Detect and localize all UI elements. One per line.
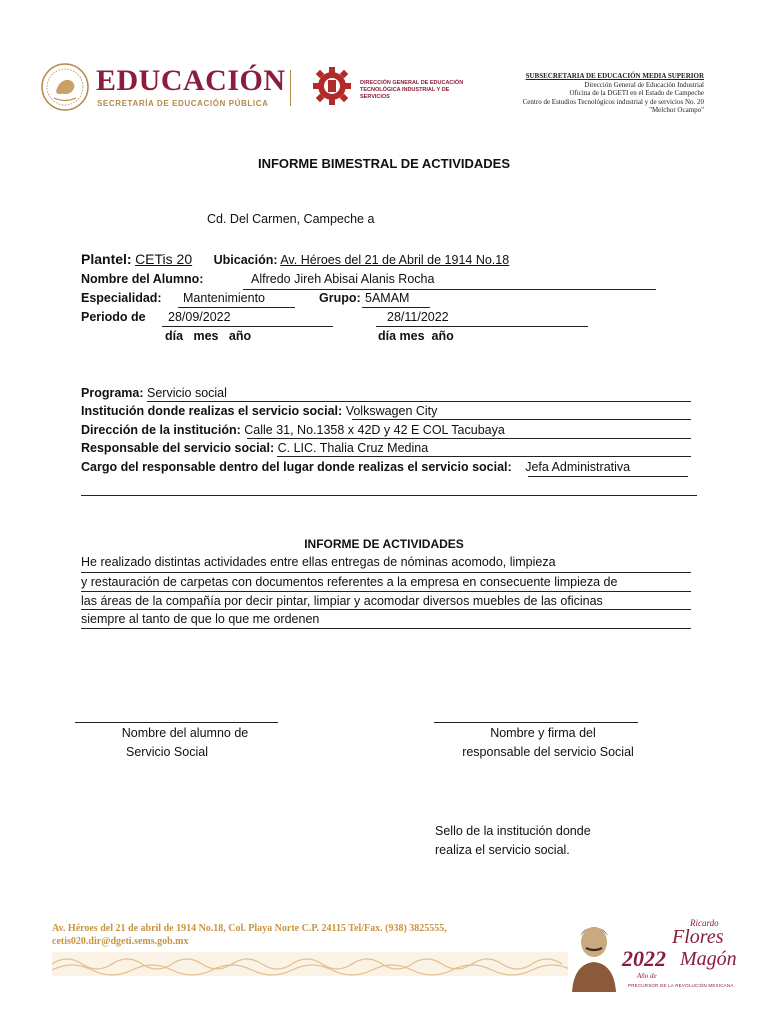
honoree-first-name: Ricardo bbox=[690, 918, 719, 928]
header-line-5: "Melchor Ocampo" bbox=[649, 106, 704, 115]
responsable-row bbox=[81, 441, 428, 455]
footer-address bbox=[52, 922, 572, 948]
honoree-name-1: Flores bbox=[672, 926, 724, 948]
institucion-label: Institución donde realizas el servicio social: bbox=[81, 404, 343, 418]
programa-label: Programa: bbox=[81, 386, 144, 400]
responsible-signature-caption-1: Nombre y firma del bbox=[490, 726, 596, 740]
dgeti-line-1: DIRECCIÓN GENERAL DE EDUCACIÓN bbox=[360, 80, 464, 86]
periodo-start-value: 28/09/2022 bbox=[168, 310, 231, 324]
cargo-label: Cargo del responsable dentro del lugar donde realizas el servicio social: bbox=[81, 460, 512, 474]
direccion-underline bbox=[247, 438, 691, 439]
cargo-row bbox=[81, 460, 630, 474]
header-line-2: Dirección General de Educación Industrial bbox=[584, 80, 704, 89]
programa-value: Servicio social bbox=[147, 386, 227, 400]
sep-subtitle: SECRETARÍA DE EDUCACIÓN PÚBLICA bbox=[97, 99, 269, 108]
grupo-label: Grupo: bbox=[319, 291, 361, 305]
ubicacion-label: Ubicación: bbox=[213, 253, 278, 267]
date-caption-start: día mes año bbox=[165, 329, 252, 343]
mexico-coat-of-arms-icon bbox=[40, 62, 90, 112]
header-line-4: Centro de Estudios Tecnológicos industrial y de servicios No. 20 bbox=[522, 97, 704, 106]
plantel-value: CETis 20 bbox=[135, 251, 193, 267]
honoree-caption: PRECURSOR DE LA REVOLUCIÓN MEXICANA bbox=[628, 983, 734, 988]
seal-caption-1: Sello de la institución donde bbox=[435, 824, 591, 838]
student-signature-caption-2: Servicio Social bbox=[126, 745, 208, 759]
report-line-4: siempre al tanto de que lo que me ordenen bbox=[81, 612, 320, 626]
institucion-value: Volkswagen City bbox=[345, 404, 438, 418]
header-line-3: Oficina de la DGETI en el Estado de Campeche bbox=[569, 89, 704, 98]
dgeti-line-2: TECNOLÓGICA INDUSTRIAL Y DE SERVICIOS bbox=[360, 87, 450, 100]
report-line-1: He realizado distintas actividades entre ellas entregas de nóminas acomodo, limpieza bbox=[81, 555, 556, 569]
periodo-start-underline bbox=[162, 326, 333, 327]
programa-underline bbox=[147, 401, 691, 402]
ricardo-flores-magon-portrait-icon bbox=[568, 918, 620, 992]
responsable-value: C. LIC. Thalia Cruz Medina bbox=[277, 441, 429, 455]
report-underline-3 bbox=[81, 609, 691, 610]
report-underline-2 bbox=[81, 591, 691, 592]
document-title: INFORME BIMESTRAL DE ACTIVIDADES bbox=[257, 156, 511, 171]
institution-header bbox=[523, 72, 704, 115]
dgeti-gear-logo-icon bbox=[312, 66, 352, 106]
dgeti-text bbox=[360, 80, 480, 101]
report-line-2: y restauración de carpetas con documentos referentes a la empresa en consecuente limpieza de bbox=[81, 575, 618, 589]
report-line-3: las áreas de la compañía por decir pintar, limpiar y acomodar diversos muebles de las oficinas bbox=[81, 594, 603, 608]
header-line-1: SUBSECRETARIA DE EDUCACIÓN MEDIA SUPERIOR bbox=[525, 72, 704, 80]
plantel-row bbox=[81, 251, 509, 267]
footer-year-caption: Año de bbox=[637, 972, 657, 980]
place-date: Cd. Del Carmen, Campeche a bbox=[207, 212, 375, 226]
cargo-extra-underline bbox=[81, 495, 697, 496]
programa-row bbox=[81, 386, 227, 400]
cargo-underline bbox=[528, 476, 688, 477]
especialidad-underline bbox=[178, 307, 295, 308]
grupo-underline bbox=[362, 307, 430, 308]
footer-year: 2022 bbox=[622, 946, 666, 971]
periodo-end-underline bbox=[376, 326, 588, 327]
periodo-label: Periodo de bbox=[81, 310, 146, 324]
decorative-footer-band-icon bbox=[52, 952, 572, 976]
alumno-label: Nombre del Alumno: bbox=[81, 272, 204, 286]
especialidad-label bbox=[81, 291, 162, 305]
especialidad-label-text: Especialidad: bbox=[81, 291, 162, 305]
footer-address-line-1: Av. Héroes del 21 de abril de 1914 No.18, Col. Playa Norte C.P. 24115 Tel/Fax. (938) 3825555, bbox=[52, 923, 447, 934]
report-underline-1 bbox=[81, 572, 691, 573]
direccion-label: Dirección de la institución: bbox=[81, 423, 241, 437]
report-underline-4 bbox=[81, 628, 691, 629]
direccion-row bbox=[81, 423, 505, 437]
institution-seal-area bbox=[435, 822, 591, 860]
seal-caption-2: realiza el servicio social. bbox=[435, 843, 570, 857]
honoree-name-2: Magón bbox=[680, 948, 737, 970]
alumno-value: Alfredo Jireh Abisai Alanis Rocha bbox=[251, 272, 435, 286]
student-signature-line bbox=[75, 722, 278, 723]
educacion-logo-title: EDUCACIÓN bbox=[96, 64, 286, 97]
institucion-underline bbox=[352, 419, 691, 420]
alumno-underline bbox=[243, 289, 656, 290]
responsible-signature-caption-2: responsable del servicio Social bbox=[462, 745, 634, 759]
direccion-value: Calle 31, No.1358 x 42D y 42 E COL Tacubaya bbox=[244, 423, 505, 437]
responsible-signature-line bbox=[434, 722, 638, 723]
institucion-row bbox=[81, 404, 437, 418]
especialidad-value: Mantenimiento bbox=[183, 291, 265, 305]
ubicacion-value: Av. Héroes del 21 de Abril de 1914 No.18 bbox=[280, 253, 510, 267]
footer-address-line-2: cetis020.dir@dgeti.sems.gob.mx bbox=[52, 936, 189, 947]
grupo-value: 5AMAM bbox=[365, 291, 410, 305]
responsable-label: Responsable del servicio social: bbox=[81, 441, 275, 455]
logo-separator bbox=[290, 70, 291, 106]
responsable-underline bbox=[277, 456, 691, 457]
activities-title: INFORME DE ACTIVIDADES bbox=[304, 537, 464, 551]
alumno-row bbox=[81, 272, 203, 286]
student-signature-caption-1: Nombre del alumno de bbox=[121, 726, 249, 740]
date-caption-end: día mes año bbox=[378, 329, 454, 343]
plantel-label: Plantel: bbox=[81, 251, 132, 267]
periodo-end-value: 28/11/2022 bbox=[387, 310, 449, 324]
cargo-value: Jefa Administrativa bbox=[525, 460, 631, 474]
